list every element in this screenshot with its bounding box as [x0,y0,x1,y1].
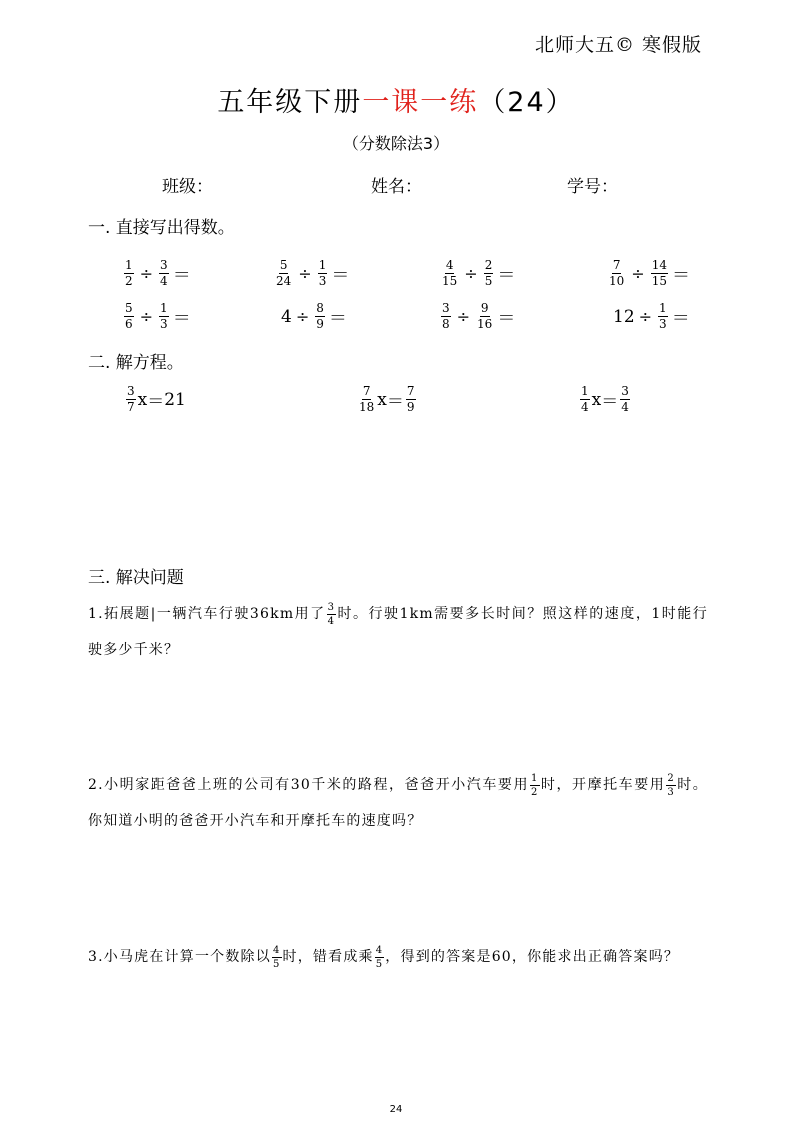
equation-item: $\frac{7}{18}$ x ＝ $\frac{7}{9}$ [359,384,415,414]
calc-item: $\frac{1}{2}$ ÷ $\frac{3}{4}$ ＝ [125,258,191,288]
title-highlight: 一课一练 [362,87,479,118]
fraction: $\frac{4}{5}$ [375,944,384,970]
fraction: $\frac{1}{2}$ [531,772,539,798]
fraction: $\frac{3}{4}$ [160,258,168,288]
fraction: $\frac{5}{24}$ [276,258,292,288]
fraction: $\frac{5}{6}$ [125,301,133,331]
section2-heading: 二. 解方程。 [88,353,184,373]
page-number: 24 [389,1104,403,1115]
equation-item: $\frac{3}{7}$ x ＝ 21 [127,384,186,414]
equation-item: $\frac{1}{4}$ x ＝ $\frac{3}{4}$ [581,384,629,414]
fraction: $\frac{2}{3}$ [667,772,675,798]
fraction: $\frac{7}{10}$ [609,258,625,288]
calc-item: 4 ÷ $\frac{8}{9}$ ＝ [281,301,347,331]
fraction: $\frac{8}{9}$ [316,301,324,331]
class-field-label: 班级： [162,177,213,197]
fraction: $\frac{9}{16}$ [477,301,493,331]
calc-item: $\frac{7}{10}$ ÷ $\frac{14}{15}$ ＝ [609,258,690,288]
fraction: $\frac{4}{5}$ [272,944,281,970]
fraction: $\frac{1}{2}$ [125,258,133,288]
name-field-label: 姓名： [371,177,422,197]
page-subtitle: （分数除法3） [342,134,450,153]
problem-1: 1.拓展题|一辆汽车行驶36km用了 $\frac{3}{4}$ 时。行驶1km需要多长时间？照这样的速度，1时能行驶多少千米？ [88,601,708,658]
title-prefix: 五年级下册 [217,87,363,118]
calc-item: 12 ÷ $\frac{1}{3}$ ＝ [613,301,690,331]
fraction: $\frac{3}{4}$ [327,601,336,627]
fraction: $\frac{1}{3}$ [160,301,168,331]
fraction: $\frac{1}{3}$ [659,301,667,331]
calc-item: $\frac{4}{15}$ ÷ $\frac{2}{5}$ ＝ [442,258,516,288]
calc-item: $\frac{3}{8}$ ÷ $\frac{9}{16}$ ＝ [442,301,516,331]
edition-label: 北师大五© 寒假版 [534,34,702,56]
fraction: $\frac{1}{3}$ [318,258,327,288]
fraction: $\frac{3}{8}$ [442,301,450,331]
fraction: $\frac{7}{18}$ [359,384,375,414]
fraction: $\frac{7}{9}$ [406,384,415,414]
fraction: $\frac{1}{4}$ [581,384,589,414]
fraction: $\frac{2}{5}$ [484,258,493,288]
fraction: $\frac{4}{15}$ [442,258,458,288]
calc-item: $\frac{5}{6}$ ÷ $\frac{1}{3}$ ＝ [125,301,191,331]
fraction: $\frac{14}{15}$ [651,258,667,288]
title-suffix: （24） [478,87,575,118]
page-title [0,80,792,119]
fraction: $\frac{3}{4}$ [621,384,629,414]
problem-2: 2.小明家距爸爸上班的公司有30千米的路程，爸爸开小汽车要用 $\frac{1}{2}$ 时，开摩托车要用 $\frac{2}{3}$ 时。你知道小明的爸爸开小汽车和开摩托车的速度吗？ [88,772,708,829]
fraction: $\frac{3}{7}$ [127,384,135,414]
section3-heading: 三. 解决问题 [88,568,184,588]
section1-heading: 一. 直接写出得数。 [88,218,235,238]
id-field-label: 学号： [567,177,618,197]
problem-3: 3.小马虎在计算一个数除以 $\frac{4}{5}$ 时，错看成乘 $\frac{4}{5}$ ，得到的答案是60，你能求出正确答案吗？ [88,944,680,970]
calc-item: $\frac{5}{24}$ ÷ $\frac{1}{3}$ ＝ [276,258,350,288]
